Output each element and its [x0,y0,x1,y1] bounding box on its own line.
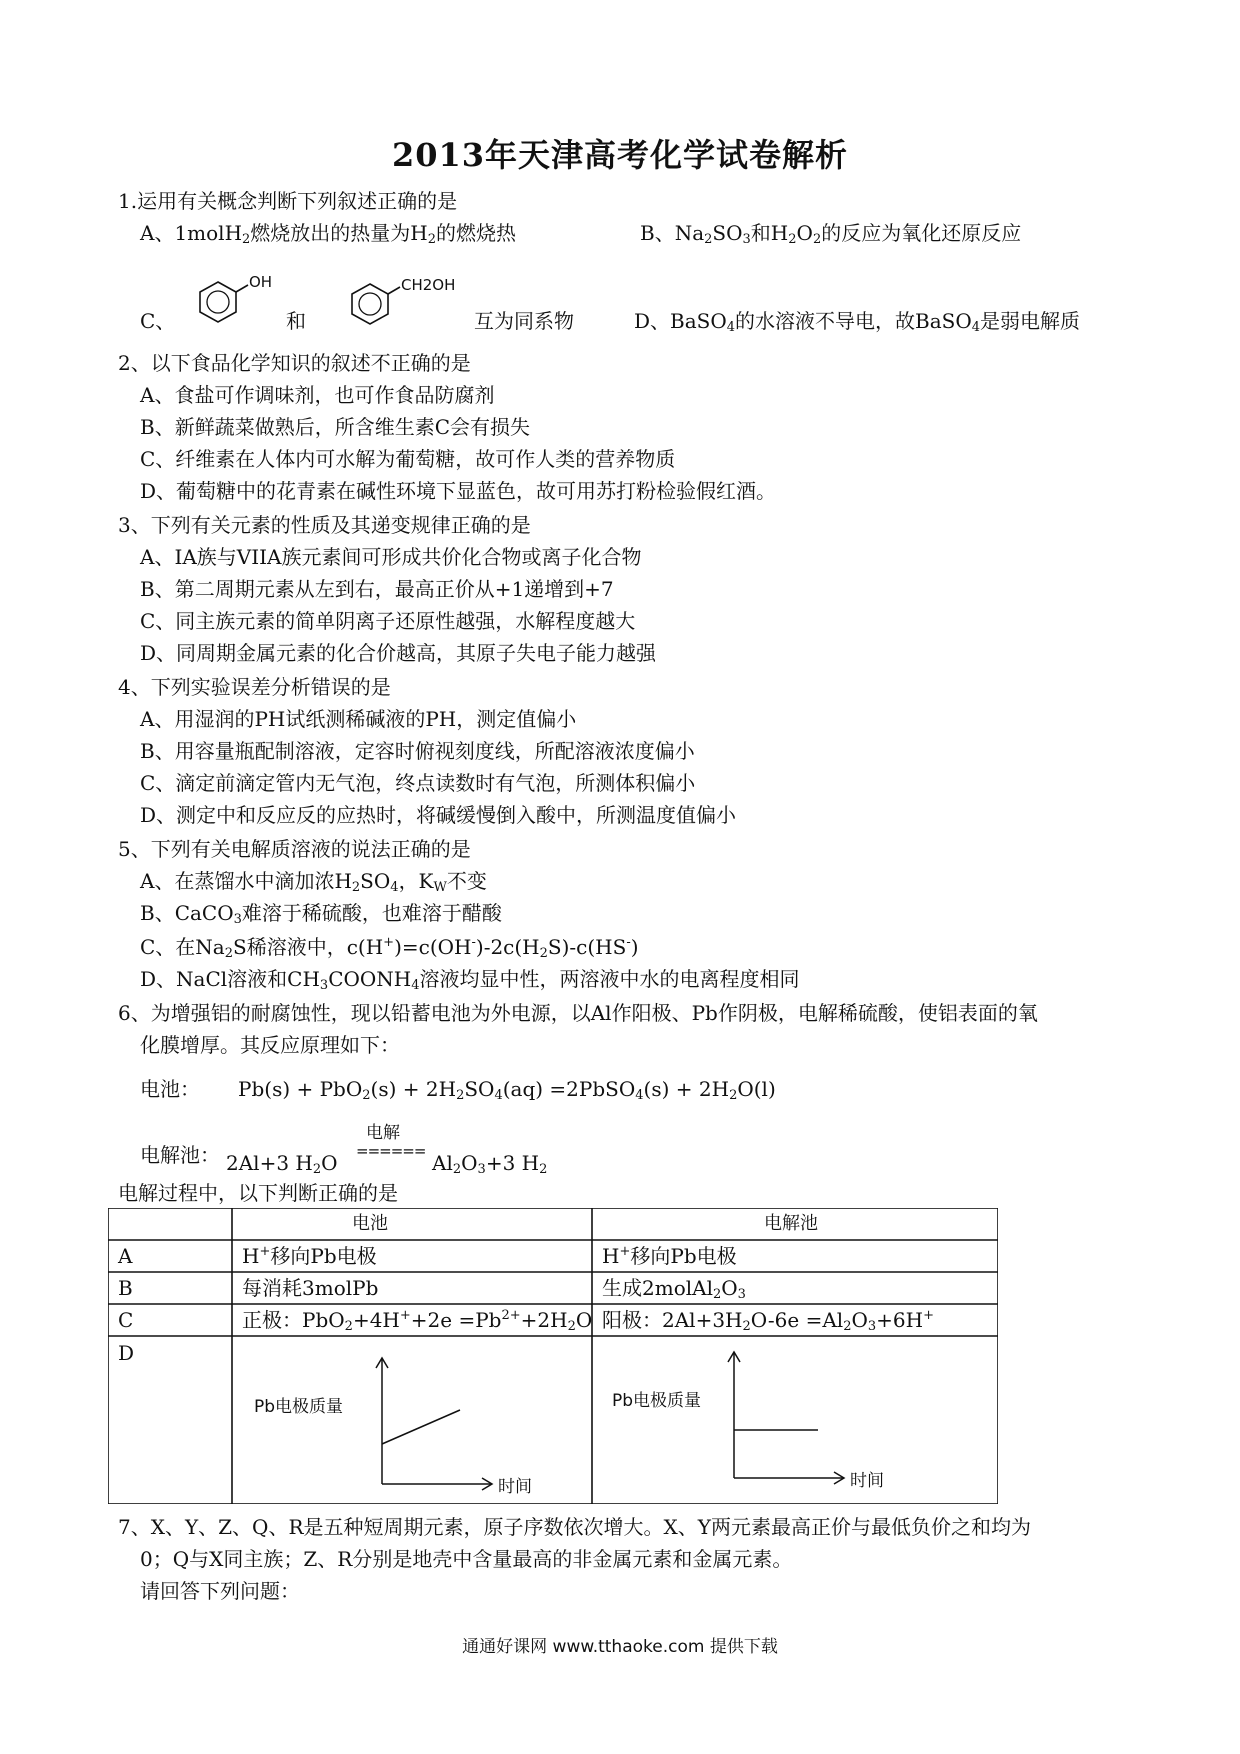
q6-cell-rhs: $Al_2O_3+3$ $H_2$ [432,1151,548,1177]
table-header-cell: 电解池 [764,1213,818,1234]
table-row-c-battery: 正极：$PbO_2+4H^++2e =Pb^{2+}+2H_2O$ [242,1308,593,1334]
q4-option-a: A、用湿润的PH试纸测稀碱液的PH，测定值偏小 [140,707,577,731]
q3-option-d: D、同周期金属元素的化合价越高，其原子失电子能力越强 [140,641,657,665]
table-row-c-cell: 阳极：$2Al+3H_2O-6e =Al_2O_3+6H^+$ [602,1308,934,1334]
q3-option-a: A、IA族与VIIA族元素间可形成共价化合物或离子化合物 [140,545,642,569]
phenol-structure-icon [188,268,288,332]
q1-option-c-and: 和 [286,309,306,333]
table-row-b-battery: 每消耗3molPb [242,1276,379,1300]
table-row-c-label: C [118,1308,134,1332]
q2-option-b: B、新鲜蔬菜做熟后，所含维生素C会有损失 [140,415,530,439]
table-row-b-label: B [118,1276,133,1300]
graph1-ylabel: Pb电极质量 [254,1397,344,1417]
q1-option-b: B、$Na_2SO_3$和$H_2O_2$的反应为氧化还原反应 [640,221,1022,247]
graph2-xlabel: 时间 [850,1471,884,1491]
q4-option-c: C、滴定前滴定管内无气泡，终点读数时有气泡，所测体积偏小 [140,771,696,795]
q3-stem: 3、下列有关元素的性质及其递变规律正确的是 [118,513,531,537]
page-footer: 通通好课网 www.tthaoke.com 提供下载 [462,1637,778,1657]
q6-battery-label: 电池： [140,1077,200,1101]
page-title: 2013年天津高考化学试卷解析 [391,136,849,174]
q6-options-table [108,1208,998,1504]
q7-stem-line1: 7、X、Y、Z、Q、R是五种短周期元素，原子序数依次增大。X、Y两元素最高正价与最低负价之和均为 [118,1515,1031,1539]
graph-cell-pb-mass [728,1352,844,1484]
q7-stem-line2: 0；Q与X同主族；Z、R分别是地壳中含量最高的非金属元素和金属元素。 [140,1547,793,1571]
q2-option-c: C、纤维素在人体内可水解为葡萄糖，故可作人类的营养物质 [140,447,676,471]
table-row-a-battery: H+移向Pb电极 [242,1244,377,1268]
q1-option-c-text: 互为同系物 [474,309,574,333]
q6-battery-equation: $Pb(s) + PbO_2(s) + 2H_2SO_4(aq)$ =2PbSO$_4$(s) + $2H_2O(l)$ [238,1077,776,1103]
q2-stem: 2、以下食品化学知识的叙述不正确的是 [118,351,471,375]
graph1-xlabel: 时间 [498,1477,532,1497]
q4-option-b: B、用容量瓶配制溶液，定容时俯视刻度线，所配溶液浓度偏小 [140,739,695,763]
q4-stem: 4、下列实验误差分析错误的是 [118,675,391,699]
q1-option-c-label: C、 [140,309,176,333]
q6-judge-prompt: 电解过程中，以下判断正确的是 [118,1181,398,1205]
q3-option-c: C、同主族元素的简单阴离子还原性越强，水解程度越大 [140,609,636,633]
q7-stem-line3: 请回答下列问题： [140,1579,300,1603]
benzyl-ch2oh-label: CH2OH [401,276,456,294]
phenol-oh-label: OH [249,273,273,291]
q6-stem-line1: 6、为增强铝的耐腐蚀性，现以铅蓄电池为外电源，以Al作阳极、Pb作阴极，电解稀硫酸，使铝表面的氧 [118,1001,1038,1025]
q1-option-d: D、BaSO$_4$的水溶液不导电，故BaSO$_4$是弱电解质 [634,309,1081,335]
table-row-a-cell: H+移向Pb电极 [602,1244,737,1268]
graph-battery-pb-mass [376,1358,492,1490]
table-header-battery: 电池 [352,1213,388,1234]
q4-option-d: D、测定中和反应反的应热时，将碱缓慢倒入酸中，所测温度值偏小 [140,803,737,827]
q6-electrolysis-condition: 电解 [366,1123,400,1143]
q5-option-a: A、在蒸馏水中滴加浓$H_2SO_4$，$K_W$不变 [140,869,487,895]
q6-equals-sign: ====== [356,1142,426,1160]
q2-option-d: D、葡萄糖中的花青素在碱性环境下显蓝色，故可用苏打粉检验假红酒。 [140,479,777,503]
q5-option-d: D、NaCl溶液和$CH_3COONH_4$溶液均显中性，两溶液中水的电离程度相同 [140,967,800,993]
q5-option-b: B、CaCO$_3$难溶于稀硫酸，也难溶于醋酸 [140,901,502,927]
q1-stem: 1.运用有关概念判断下列叙述正确的是 [118,189,458,213]
q5-stem: 5、下列有关电解质溶液的说法正确的是 [118,837,471,861]
q2-option-a: A、食盐可作调味剂，也可作食品防腐剂 [140,383,495,407]
table-row-d-label: D [118,1341,135,1365]
benzyl-alcohol-structure-icon [340,268,470,332]
q6-stem-line2: 化膜增厚。其反应原理如下： [140,1033,400,1057]
graph2-ylabel: Pb电极质量 [612,1391,702,1411]
table-row-b-cell: 生成$2molAl_2O_3$ [602,1276,746,1302]
q6-cell-lhs: 2Al+3 $H_2O$ [226,1151,338,1177]
q5-option-c: C、在$Na_2S$稀溶液中，$c(H^+)=c(OH^-)-2c(H_2S)-c(HS^-)$ [140,935,639,961]
table-row-a-label: A [118,1244,133,1268]
q3-option-b: B、第二周期元素从左到右，最高正价从+1递增到+7 [140,577,614,601]
q1-option-a: A、1molH$_2$燃烧放出的热量为$H_2$的燃烧热 [140,221,517,247]
q6-cell-label: 电解池： [140,1143,220,1167]
